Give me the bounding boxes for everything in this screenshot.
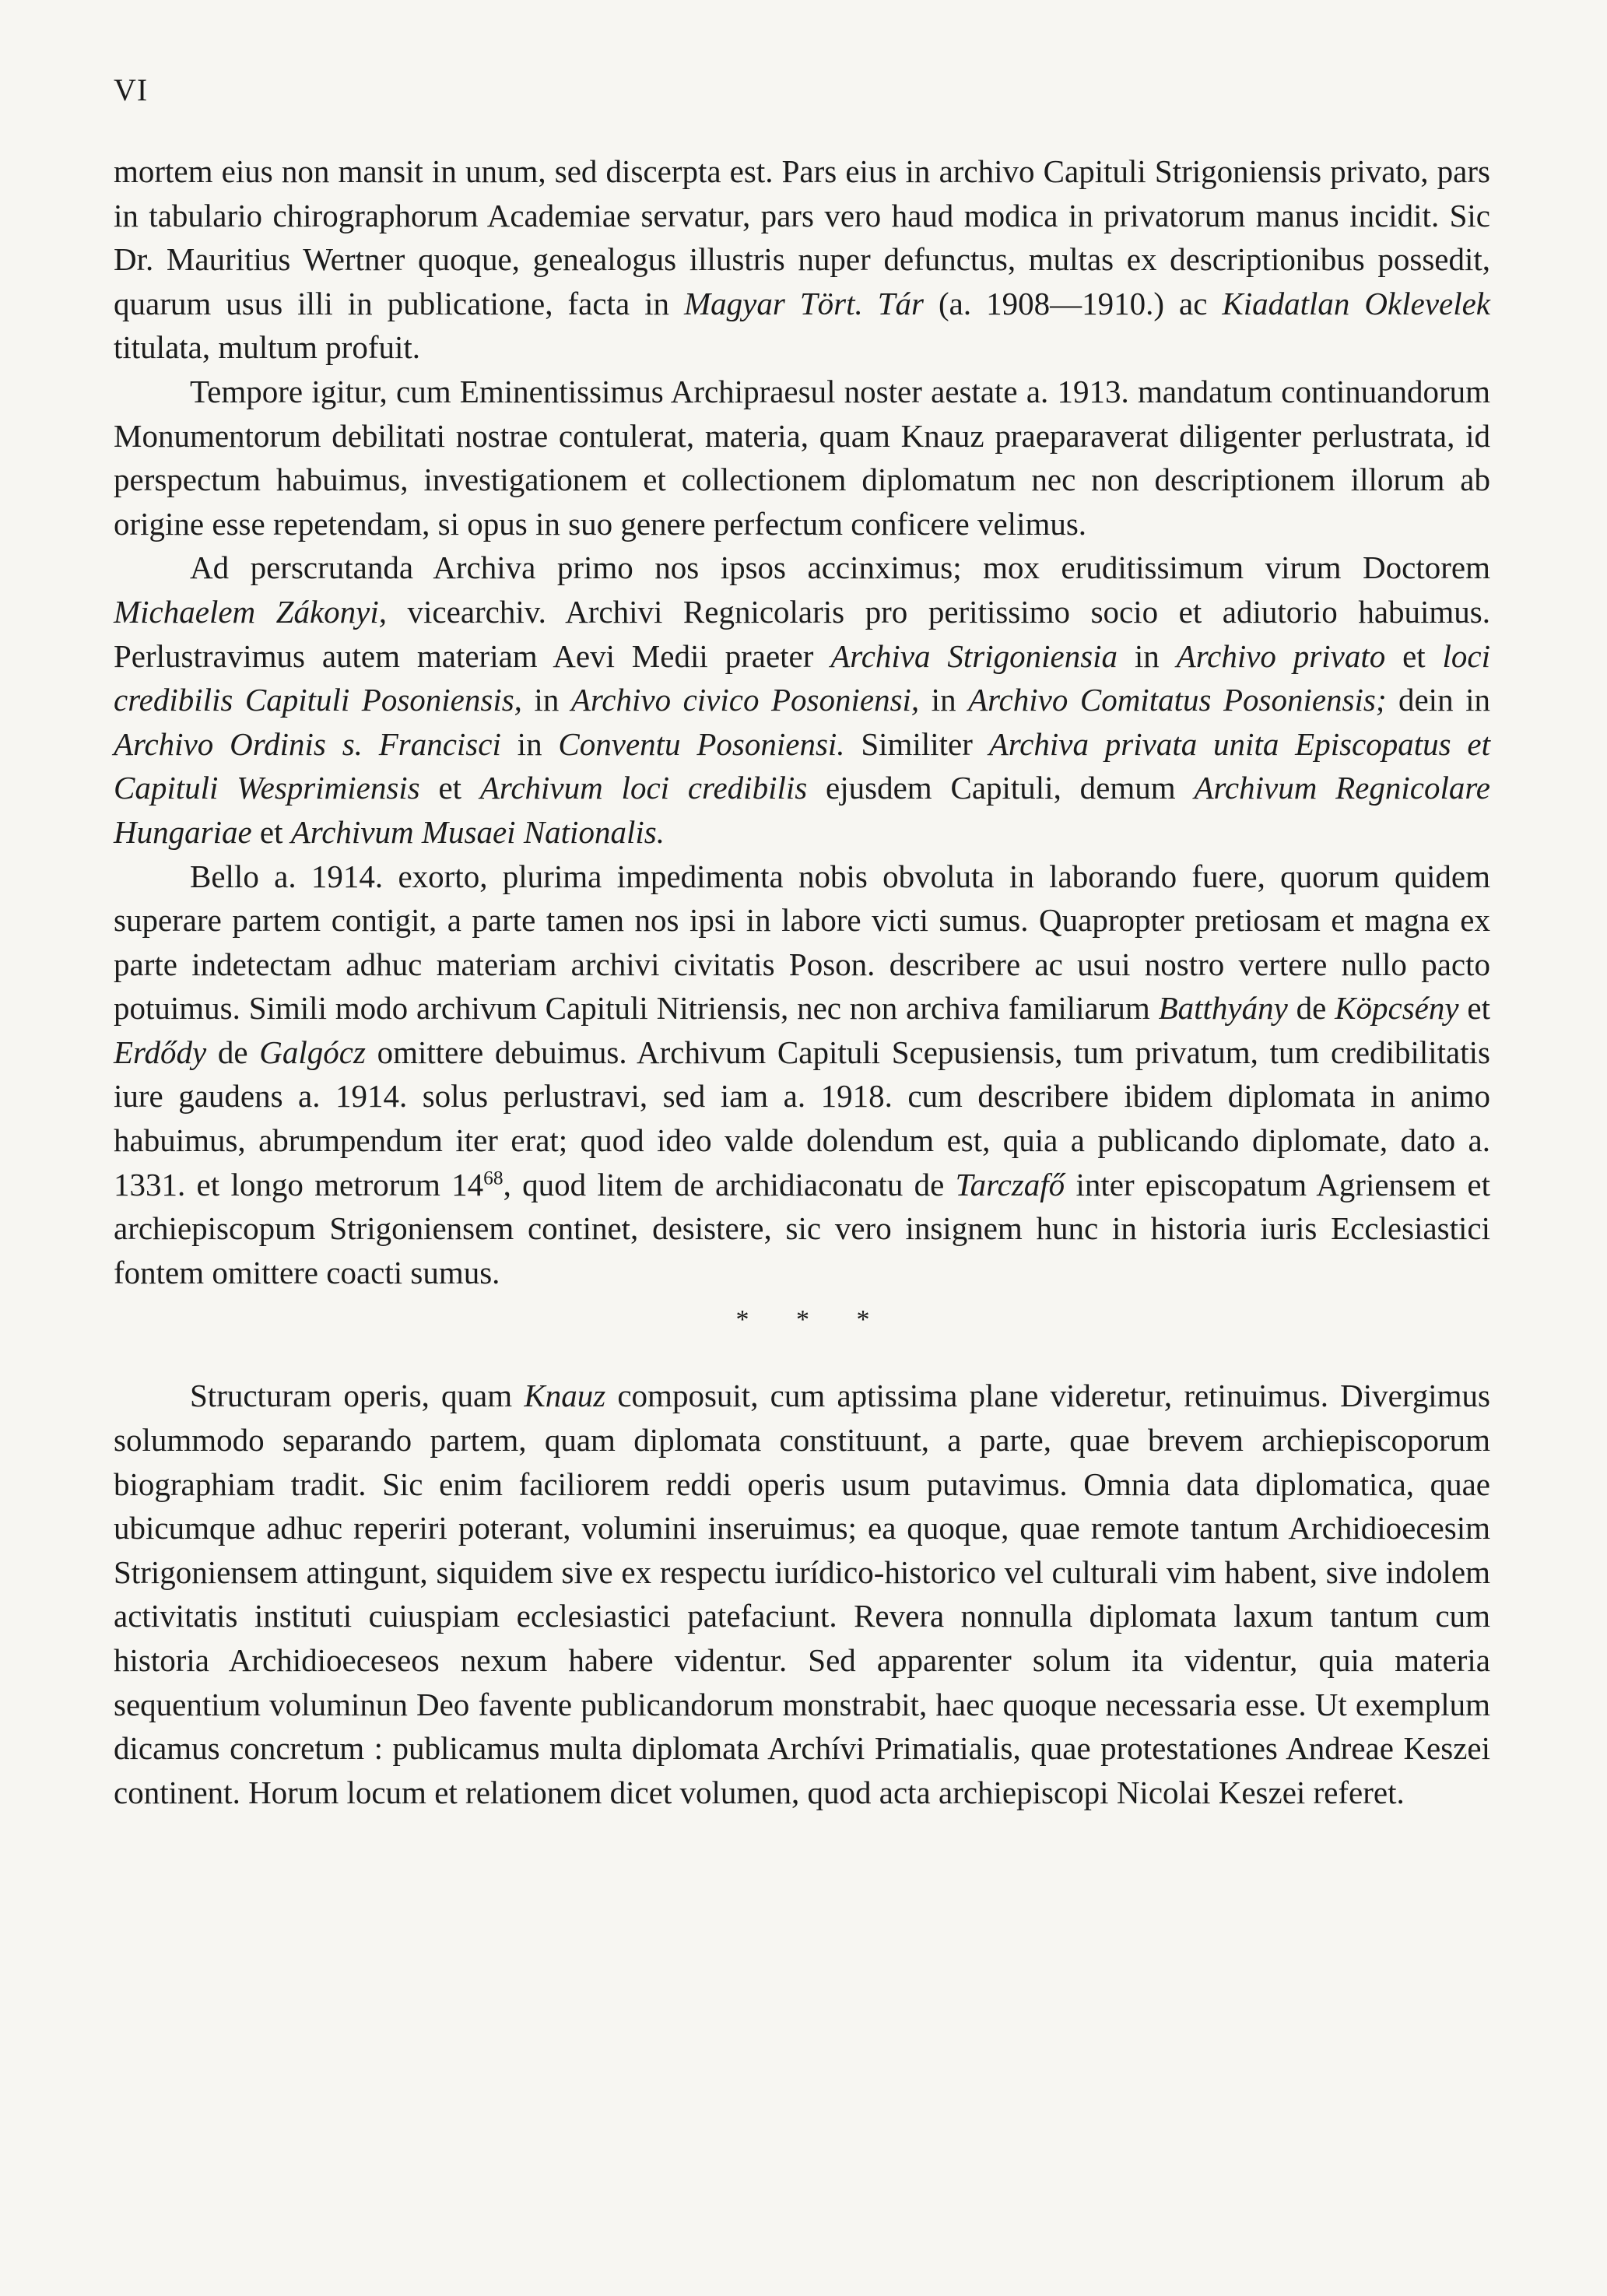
text-run: titulata, multum profuit. [114,329,421,366]
section-separator: * * * [735,1305,890,1335]
text-run: Ad perscrutanda Archiva primo nos ipsos accinximus; mox eruditissimum virum Doctorem [190,549,1490,586]
text-run: et [1385,637,1443,674]
text-run: ejusdem Capituli, demum [807,770,1195,806]
text-run: composuit, cum aptissima plane videretur, retinuimus. Divergimus solummodo separando partem, quam diplomata constituunt, a parte, quae brevem archiepiscoporum biographiam tradit. Sic enim faciliorem reddi operis usum putavimus. Omnia data diplomatica, quae ubicumque adhuc reperiri poterant, volumini inseruimus; ea quoque, quae remote tantum Archidioecesim Strigoniensem attingunt, siquidem sive ex respectu iurídico-historico vel culturali vim habent, sive indolem activitatis instituti cuiuspiam ecclesiastici patefaciunt. Revera nonnulla diplomata laxum tantum cum historia Archidioeceseos nexum habere videntur. Sed apparenter solum ita videntur, quia materia sequentium voluminun Deo favente publicandorum monstrabit, haec quoque necessaria esse. Ut exemplum dicamus concretum : publicamus multa diplomata Archívi Primatialis, quae protestationes Andreae Keszei continent. Horum locum et relationem dicet volumen, quod acta archiepiscopi Nicolai Keszei referet. [114,1378,1490,1810]
text-run: Similiter [844,725,989,762]
text-run: omittere debuimus. Archivum Capituli Scepusiensis, tum privatum, tum credibilitatis iure gaudens a. 1914. solus perlustravi, sed iam a. 1918. cum describere ibidem diplomata in animo habuimus, abrumpendum iter erat; quod ideo valde dolendum est, quia a publicando diplomate, dato a. 1331. et longo metrorum 14 [114,1034,1490,1202]
italic-archive: loci credibilis Capituli Posoniensis, [114,637,1490,718]
italic-name: Knauz [524,1378,606,1414]
italic-archive: Conventu Posoniensi. [558,725,845,762]
paragraph-3 [114,546,1490,854]
text-run: mortem eius non mansit in unum, sed discerpta est. Pars eius in archivo Capituli Strigoniensis privato, pars in tabulario chirographorum Academiae servatur, pars vero haud modica in privatorum manus incidit. Sic Dr. Mauritius Wertner quoque, genealogus illustris nuper defunctus, multas ex descriptionibus possedit, quarum usus illi in publicatione, facta in [114,153,1490,321]
text-run: de [1287,990,1335,1027]
text-run: in [1118,637,1177,674]
text-run: , quod litem de archidiaconatu de [503,1166,956,1202]
text-run: et [419,770,480,806]
italic-place: Galgócz [259,1034,366,1070]
italic-place: Tarczafő [955,1166,1065,1202]
italic-name: Michaelem Zákonyi, [114,593,388,630]
italic-archive: Archivum loci credibilis [479,770,808,806]
italic-archive: Archivo civico Posoniensi, [570,682,920,718]
paragraph-5 [114,1374,1490,1814]
italic-place: Köpcsény [1335,990,1459,1027]
text-run: vicearchiv. Archivi Regnicolaris pro peritissimo socio et adiutorio habuimus. Perlustravimus autem materiam Aevi Medii praeter [114,593,1490,674]
italic-archive: Archiva privata unita Episcopatus et Capituli Wesprimiensis [114,725,1490,806]
italic-archive: Archiva Strigoniensia [830,637,1118,674]
paragraph-4 [114,855,1490,1295]
text-run: in [500,725,559,762]
text-run: in [521,682,571,718]
text-run: (a. 1908—1910.) ac [924,285,1223,321]
text-run: inter episcopatum Agriensem et archiepiscopum Strigoniensem continet, desistere, sic vero insignem hunc in historia iuris Ecclesiastici fontem omittere coacti sumus. [114,1166,1490,1290]
superscript: 68 [483,1167,504,1188]
text-run: Bello a. 1914. exorto, plurima impedimenta nobis obvoluta in laborando fuere, quorum quidem superare partem contigit, a parte tamen nos ipsi in labore victi sumus. Quapropter pretiosam et magna ex parte indetectam adhuc materiam archivi civitatis Poson. describere ac usui nostro vertere nullo pacto potuimus. Simili modo archivum Capituli Nitriensis, nec non archiva familiarum [114,858,1490,1027]
text-run: in [919,682,969,718]
italic-family: Erdődy [114,1034,207,1070]
italic-title: Kiadatlan Oklevelek [1222,285,1491,321]
text-run: et [1458,990,1490,1027]
text-run: Structuram operis, quam [190,1378,525,1414]
italic-family: Batthyány [1158,990,1288,1027]
italic-archive: Archivo Ordinis s. Francisci [114,725,501,762]
paragraph-2: Tempore igitur, cum Eminentissimus Archipraesul noster aestate a. 1913. mandatum continuandorum Monumentorum debilitati nostrae contulerat, materia, quam Knauz praeparaverat diligenter perlustrata, id perspectum habuimus, investigationem et collectionem diplomatum nec non descriptionem illorum ab origine esse repetendam, si opus in suo genere perfectum conficere velimus. [114,373,1490,542]
text-run: de [206,1034,260,1070]
italic-archive: Archivum Musaei Nationalis. [290,813,665,850]
italic-archive: Archivo Comitatus Posoniensis; [968,682,1387,718]
text-run: et [251,813,291,850]
paragraph-1 [114,149,1490,370]
italic-title: Magyar Tört. Tár [684,285,924,321]
text-run: dein in [1386,682,1490,718]
body-text [114,149,1490,1814]
page-number: VI [114,72,149,107]
italic-archive: Archivum Regnicolare Hungariae [114,770,1490,850]
italic-archive: Archivo privato [1176,637,1386,674]
